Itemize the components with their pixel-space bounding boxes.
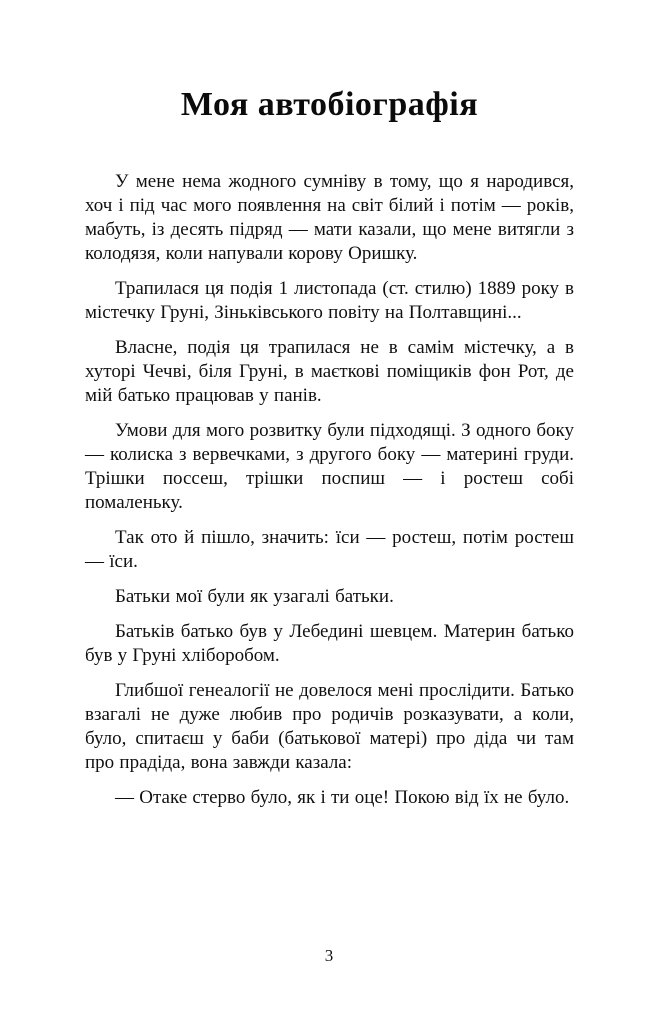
paragraph: Умови для мого розвитку були підходящі. З одного боку — колиска з вервечками, з другого боку — материні груди. Трішки поссеш, трішки поспиш — і ростеш собі помаленьку. xyxy=(85,420,574,513)
paragraph: Так ото й пішло, значить: їси — ростеш, потім ростеш — їси. xyxy=(85,527,574,572)
page-number: 3 xyxy=(324,946,334,965)
paragraph: — Отаке стерво було, як і ти оце! Покою від їх не було. xyxy=(115,787,570,808)
paragraph: Батьки мої були як узагалі батьки. xyxy=(115,586,394,607)
paragraph: Глибшої генеалогії не довелося мені прослідити. Батько взагалі не дуже любив про родичів розказувати, а коли, було, спитаєш у баби (батькової матері) про діда чи там про прадіда, вона завжди казала: xyxy=(85,680,574,773)
paragraph: Власне, подія ця трапилася не в самім містечку, а в хуторі Чечві, біля Груні, в маєткові поміщиків фон Рот, де мій батько працював у панів. xyxy=(85,337,574,406)
text-block xyxy=(85,170,574,810)
paragraph: У мене нема жодного сумніву в тому, що я народився, хоч і під час мого появлення на світ білий і потім — років, мабуть, із десять підряд — мати казали, що мене витягли з колодязя, коли напували корову Оришку. xyxy=(85,171,574,264)
paragraph: Батьків батько був у Лебедині шевцем. Материн батько був у Груні хліборобом. xyxy=(85,621,574,666)
page-title: Моя автобіографія xyxy=(180,86,479,123)
paragraph: Трапилася ця подія 1 листопада (ст. стилю) 1889 року в містечку Груні, Зіньківського повіту на Полтавщині... xyxy=(85,278,574,323)
